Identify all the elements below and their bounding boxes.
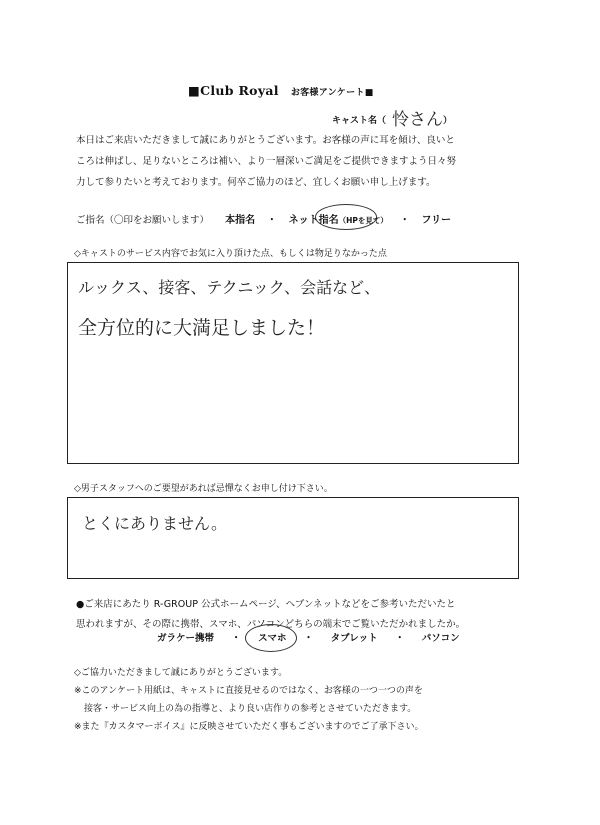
nomination-row: [76, 211, 451, 226]
cast-name-handwritten: 怜さん: [392, 110, 444, 130]
nomination-option-free[interactable]: フリー: [421, 215, 452, 226]
question-2-answer-box[interactable]: [67, 497, 519, 579]
nomination-option-hon[interactable]: 本指名: [225, 215, 256, 226]
nomination-dot-2: ・: [399, 215, 410, 226]
note-2-line: ※また『カスタマーボイス』に反映させていただく事もございますのでご了承下さい。: [74, 722, 424, 732]
question-2-label: ◇男子スタッフへのご要望があれば忌憚なくお申し付け下さい。: [74, 484, 333, 494]
nomination-dot-1: ・: [267, 215, 277, 226]
device-option-feature-phone[interactable]: ガラケー携帯: [157, 633, 215, 644]
thanks-line: ◇ご協力いただきまして誠にありがとうございます。: [74, 668, 288, 678]
survey-subtitle: お客様アンケート■: [290, 88, 374, 98]
cast-name-label: キャスト名（: [332, 116, 387, 126]
device-dot-2: ・: [303, 633, 314, 644]
device-option-tablet[interactable]: タブレット: [330, 633, 378, 644]
question-1-answer-box[interactable]: [67, 262, 519, 464]
question-1-label: ◇キャストのサービス内容でお気に入り頂けた点、もしくは物足りなかった点: [74, 249, 387, 259]
closing-notes: [74, 664, 423, 736]
intro-line-1: 本日はご来店いただきまして誠にありがとうございます。お客様の声に耳を傾け、良いと: [76, 135, 455, 146]
club-name: ■Club Royal: [188, 83, 279, 98]
nomination-option-net-note: （HPを見て）: [338, 216, 388, 225]
nomination-label: ご指名（〇印をお願いします）: [76, 215, 210, 226]
note-1-line-b: 接客・サービス向上の為の指導と、より良い店作りの参考とさせていただきます。: [84, 704, 417, 714]
reference-line-2: 思われますが、その際に携帯、スマホ、パソコンどちらの端末でご覧いただかれましたか。: [76, 619, 466, 630]
device-dot-1: ・: [231, 633, 241, 644]
reference-line-1: ●ご来店にあたり R-GROUP 公式ホームページ、ヘブンネットなどをご参考いただいたと: [76, 599, 456, 610]
intro-line-3: 力して参りたいと考えております。何卒ご協力のほど、宜しくお願い申し上げます。: [76, 177, 436, 188]
nomination-option-net[interactable]: ネット指名: [288, 215, 339, 226]
intro-line-2: ころは伸ばし、足りないところは補い、より一層深いご満足をご提供できますよう日々努: [76, 156, 457, 167]
question-2-answer-line-1: とくにありません。: [82, 514, 227, 533]
intro-paragraph: [76, 130, 546, 193]
question-1-answer-line-1: ルックス、接客、テクニック、会話など、: [78, 278, 381, 297]
cast-name-field: [332, 103, 452, 128]
device-option-pc[interactable]: パソコン: [421, 633, 460, 644]
device-options: [157, 630, 460, 644]
device-option-smartphone[interactable]: スマホ: [258, 633, 287, 644]
survey-title: [188, 83, 374, 98]
cast-name-close: ）: [443, 116, 453, 126]
note-1-line-a: ※このアンケート用紙は、キャストに直接見せるのではなく、お客様の一つ一つの声を: [74, 686, 423, 696]
device-dot-3: ・: [394, 633, 405, 644]
question-1-answer-line-2: 全方位的に大満足しました！: [78, 317, 326, 339]
